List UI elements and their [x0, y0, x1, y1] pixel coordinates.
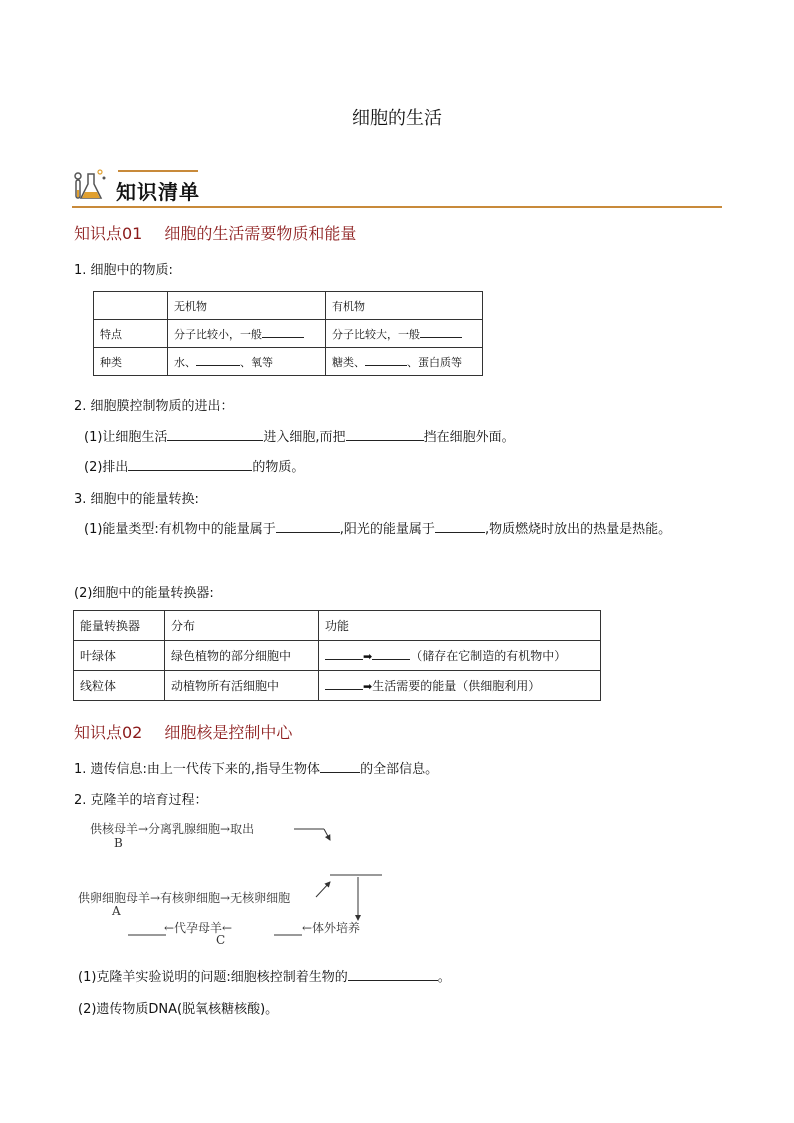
text: ,阳光的能量属于 — [339, 522, 435, 537]
table-row — [94, 320, 483, 348]
section2-heading: 细胞核是控制中心 — [164, 723, 293, 742]
diagram-arrow — [324, 829, 330, 840]
text: ,物质燃烧时放出的热量是热能。 — [484, 522, 672, 537]
table-row — [74, 671, 601, 701]
diagram-label-b: B — [114, 836, 123, 850]
banner-top-rule — [118, 170, 198, 172]
section1-title — [74, 221, 356, 244]
cell-text: 分子比较大，一般 — [332, 327, 420, 341]
cell-text: 、氧等 — [240, 355, 273, 369]
diagram-row3-right: ←体外培养 — [302, 921, 361, 935]
item-2-1 — [84, 426, 515, 445]
item-dna: (2)遗传物质DNA(脱氧核糖核酸)。 — [78, 1002, 279, 1017]
fill-blank[interactable] — [325, 678, 363, 690]
banner-title: 知识清单 — [116, 180, 200, 204]
cell-text: 生活需要的能量（供细胞利用） — [372, 679, 541, 693]
fill-blank[interactable] — [320, 761, 360, 773]
flask-icon — [70, 166, 110, 206]
text: (1)让细胞生活 — [84, 430, 168, 445]
diagram-arrow — [316, 882, 330, 897]
arrow-right-icon: ➡ — [363, 680, 373, 693]
diagram-label-a: A — [112, 904, 121, 918]
text: 1. 遗传信息:由上一代传下来的,指导生物体 — [74, 762, 321, 777]
table-cell: 功能 — [319, 611, 601, 641]
section1-number: 知识点01 — [74, 224, 143, 243]
cell-text: （储存在它制造的有机物中） — [410, 649, 567, 663]
table-cell — [94, 292, 168, 320]
table-row — [74, 611, 601, 641]
cell-text: 分子比较小，一般 — [174, 327, 262, 341]
table-cell: 有机物 — [326, 292, 483, 320]
fill-blank[interactable] — [262, 326, 304, 338]
fill-blank[interactable] — [167, 429, 263, 441]
fill-blank[interactable] — [420, 326, 462, 338]
item-genetic-info — [74, 758, 438, 777]
table-cell — [319, 641, 601, 671]
table-cell — [319, 671, 601, 701]
item-3-1 — [84, 518, 671, 537]
materials-table — [93, 291, 483, 376]
table-cell — [168, 348, 326, 376]
table-row — [94, 292, 483, 320]
cell-text: 、蛋白质等 — [407, 355, 462, 369]
table-cell — [326, 348, 483, 376]
diagram-row3-left: ←代孕母羊← — [164, 921, 233, 935]
text: (2)排出 — [84, 460, 129, 475]
text: (1)能量类型:有机物中的能量属于 — [84, 522, 276, 537]
fill-blank[interactable] — [196, 354, 240, 366]
table-row — [74, 641, 601, 671]
table-cell — [326, 320, 483, 348]
fill-blank[interactable] — [325, 648, 363, 660]
section2-number: 知识点02 — [74, 723, 143, 742]
text: 。 — [437, 970, 451, 985]
cell-text: 水、 — [174, 355, 196, 369]
text: 的物质。 — [252, 460, 305, 475]
item-3-2: (2)细胞中的能量转换器: — [74, 586, 214, 601]
table-cell: 无机物 — [168, 292, 326, 320]
table-cell: 种类 — [94, 348, 168, 376]
text: (1)克隆羊实验说明的问题:细胞核控制着生物的 — [78, 970, 348, 985]
table-row — [94, 348, 483, 376]
table-cell: 能量转换器 — [74, 611, 165, 641]
fill-blank[interactable] — [346, 429, 424, 441]
text: 进入细胞,而把 — [263, 430, 346, 445]
item-3-energy: 3. 细胞中的能量转换: — [74, 492, 199, 507]
item-clone-process: 2. 克隆羊的培育过程： — [74, 793, 208, 808]
cell-text: 糖类、 — [332, 355, 365, 369]
table-cell: 动植物所有活细胞中 — [165, 671, 319, 701]
section1-heading: 细胞的生活需要物质和能量 — [164, 224, 357, 243]
diagram-row1: 供核母羊→分离乳腺细胞→取出 — [90, 822, 255, 836]
table-cell: 绿色植物的部分细胞中 — [165, 641, 319, 671]
fill-blank[interactable] — [348, 969, 438, 981]
fill-blank[interactable] — [372, 648, 410, 660]
fill-blank[interactable] — [276, 521, 340, 533]
table-cell — [168, 320, 326, 348]
diagram-label-c: C — [216, 933, 226, 947]
diagram-row2: 供卵细胞母羊→有核卵细胞→无核卵细胞 — [78, 891, 291, 905]
table-cell: 分布 — [165, 611, 319, 641]
table-cell: 叶绿体 — [74, 641, 165, 671]
item-1-materials: 1. 细胞中的物质: — [74, 263, 173, 278]
banner-underline — [72, 206, 722, 208]
clone-sheep-diagram — [76, 814, 396, 954]
item-clone-conclusion — [78, 966, 451, 985]
fill-blank[interactable] — [128, 459, 252, 471]
item-2-2 — [84, 456, 304, 475]
fill-blank[interactable] — [435, 521, 485, 533]
item-2-membrane: 2. 细胞膜控制物质的进出： — [74, 399, 234, 414]
section2-title — [74, 720, 292, 743]
page-title: 细胞的生活 — [352, 108, 442, 129]
fill-blank[interactable] — [365, 354, 407, 366]
table-cell: 线粒体 — [74, 671, 165, 701]
text: 挡在细胞外面。 — [423, 430, 515, 445]
energy-converter-table — [73, 610, 601, 701]
table-cell: 特点 — [94, 320, 168, 348]
text: 的全部信息。 — [360, 762, 439, 777]
arrow-right-icon: ➡ — [363, 650, 373, 663]
